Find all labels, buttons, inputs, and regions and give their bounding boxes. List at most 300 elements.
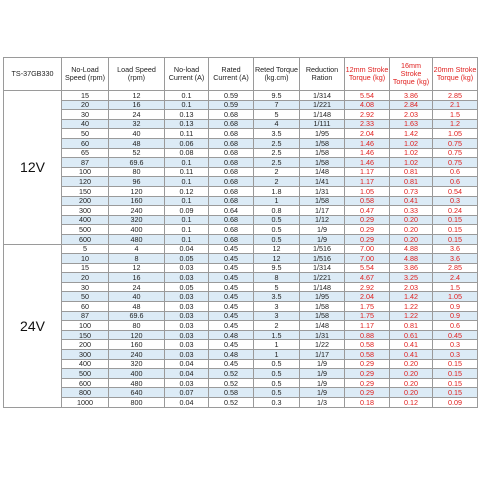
table-row [4,350,478,360]
load-speed-header: Load Speed (rpm) [109,58,165,91]
table-cell: 200 [62,196,109,206]
table-cell: 0.52 [209,378,254,388]
table-cell: 150 [62,186,109,196]
table-cell: 0.68 [209,110,254,120]
table-cell: 1/9 [300,359,345,369]
table-cell: 0.9 [433,302,478,312]
table-cell: 120 [62,177,109,187]
table-cell: 2.04 [345,129,390,139]
table-cell: 0.15 [433,234,478,244]
table-cell: 400 [62,359,109,369]
table-row [4,110,478,120]
table-row [4,100,478,110]
table-cell: 12 [254,254,300,264]
table-cell: 0.04 [165,244,209,254]
table-cell: 5 [62,244,109,254]
table-cell: 0.06 [165,138,209,148]
table-row [4,330,478,340]
table-cell: 800 [109,398,165,408]
table-cell: 1/111 [300,119,345,129]
table-cell: 0.58 [345,350,390,360]
table-cell: 0.81 [390,321,433,331]
table-cell: 0.64 [209,206,254,216]
table-cell: 2.03 [390,282,433,292]
table-cell: 400 [109,369,165,379]
table-cell: 0.05 [165,254,209,264]
table-cell: 24 [109,282,165,292]
table-cell: 0.45 [209,244,254,254]
table-cell: 1.05 [433,292,478,302]
table-row [4,340,478,350]
table-cell: 9.5 [254,91,300,101]
stroke-16mm-header: 16mm Stroke Torque (kg) [390,58,433,91]
table-row [4,158,478,168]
table-row [4,311,478,321]
table-cell: 0.3 [254,398,300,408]
table-cell: 0.68 [209,158,254,168]
table-row [4,177,478,187]
table-cell: 1.5 [254,330,300,340]
no-load-current-header: No-load Current (A) [165,58,209,91]
table-cell: 5 [254,282,300,292]
table-cell: 0.1 [165,196,209,206]
table-cell: 87 [62,158,109,168]
table-row [4,282,478,292]
table-cell: 5.54 [345,263,390,273]
table-cell: 0.29 [345,215,390,225]
no-load-speed-header: No-Load Speed (rpm) [62,58,109,91]
table-cell: 0.20 [390,234,433,244]
table-cell: 0.58 [345,196,390,206]
table-row [4,321,478,331]
table-row [4,119,478,129]
table-cell: 8 [109,254,165,264]
table-cell: 0.03 [165,273,209,283]
table-cell: 50 [62,292,109,302]
table-row [4,167,478,177]
table-cell: 3.5 [254,129,300,139]
table-row [4,292,478,302]
table-row [4,148,478,158]
table-cell: 60 [62,302,109,312]
table-cell: 0.45 [209,311,254,321]
table-row [4,369,478,379]
table-cell: 0.81 [390,177,433,187]
table-cell: 3.86 [390,91,433,101]
table-cell: 4.08 [345,100,390,110]
model-name-header: TS-37GB330 [4,58,62,91]
table-cell: 16 [109,273,165,283]
table-cell: 0.3 [433,196,478,206]
table-cell: 240 [109,350,165,360]
table-cell: 1/48 [300,321,345,331]
table-cell: 15 [62,91,109,101]
table-cell: 1/516 [300,254,345,264]
table-cell: 400 [109,225,165,235]
table-cell: 0.13 [165,110,209,120]
table-cell: 3 [254,311,300,321]
table-cell: 0.68 [209,167,254,177]
table-cell: 0.03 [165,302,209,312]
table-cell: 0.41 [390,196,433,206]
table-cell: 0.18 [345,398,390,408]
table-cell: 0.59 [209,100,254,110]
table-cell: 12 [109,91,165,101]
table-cell: 0.11 [165,167,209,177]
table-cell: 0.09 [433,398,478,408]
table-cell: 0.3 [433,340,478,350]
table-cell: 0.29 [345,369,390,379]
table-cell: 1 [254,340,300,350]
table-cell: 1.22 [390,302,433,312]
table-cell: 300 [62,206,109,216]
table-cell: 100 [62,321,109,331]
table-cell: 0.48 [209,330,254,340]
table-cell: 0.29 [345,388,390,398]
table-cell: 2.84 [390,100,433,110]
table-cell: 0.6 [433,177,478,187]
table-cell: 0.8 [254,206,300,216]
table-cell: 4 [109,244,165,254]
table-row [4,234,478,244]
table-cell: 4.67 [345,273,390,283]
table-cell: 7.00 [345,254,390,264]
table-cell: 1.42 [390,129,433,139]
table-row [4,129,478,139]
table-cell: 0.5 [254,225,300,235]
table-cell: 4.88 [390,244,433,254]
table-cell: 0.9 [433,311,478,321]
table-cell: 1.46 [345,158,390,168]
table-cell: 50 [62,129,109,139]
table-cell: 1/221 [300,273,345,283]
table-cell: 2.33 [345,119,390,129]
header-row [4,58,478,91]
table-cell: 1.8 [254,186,300,196]
table-cell: 1/58 [300,311,345,321]
rated-current-header: Rated Current (A) [209,58,254,91]
table-cell: 0.11 [165,129,209,139]
table-cell: 0.08 [165,148,209,158]
table-cell: 1/12 [300,215,345,225]
table-cell: 0.12 [390,398,433,408]
table-cell: 20 [62,273,109,283]
table-cell: 9.5 [254,263,300,273]
table-row [4,91,478,101]
table-cell: 2.03 [390,110,433,120]
table-cell: 0.5 [254,215,300,225]
table-cell: 0.68 [209,196,254,206]
table-cell: 0.24 [433,206,478,216]
table-cell: 200 [62,340,109,350]
table-cell: 240 [109,206,165,216]
table-cell: 0.29 [345,359,390,369]
table-cell: 150 [62,330,109,340]
table-cell: 1.02 [390,138,433,148]
table-cell: 0.07 [165,388,209,398]
table-cell: 0.6 [433,321,478,331]
table-cell: 0.68 [209,215,254,225]
table-cell: 1/516 [300,244,345,254]
table-cell: 1/95 [300,129,345,139]
table-row [4,273,478,283]
table-cell: 3.6 [433,254,478,264]
table-cell: 0.5 [254,388,300,398]
table-cell: 1/31 [300,186,345,196]
table-cell: 0.04 [165,398,209,408]
table-cell: 0.03 [165,321,209,331]
table-cell: 0.81 [390,167,433,177]
table-cell: 1/58 [300,302,345,312]
table-cell: 3 [254,302,300,312]
table-cell: 600 [62,378,109,388]
table-cell: 0.1 [165,158,209,168]
rated-torque-header: Reted Torque (kg.cm) [254,58,300,91]
table-cell: 1.5 [433,282,478,292]
table-cell: 1/17 [300,350,345,360]
table-cell: 2.4 [433,273,478,283]
table-cell: 0.29 [345,378,390,388]
reduction-ratio-header: Reduction Ration [300,58,345,91]
table-cell: 0.68 [209,186,254,196]
table-cell: 500 [62,225,109,235]
table-cell: 0.04 [165,359,209,369]
table-cell: 1/9 [300,388,345,398]
table-cell: 0.1 [165,215,209,225]
table-cell: 0.45 [209,263,254,273]
table-cell: 1.02 [390,148,433,158]
table-cell: 2.5 [254,138,300,148]
table-cell: 0.33 [390,206,433,216]
table-cell: 1.75 [345,311,390,321]
table-cell: 0.20 [390,215,433,225]
table-cell: 0.75 [433,138,478,148]
table-cell: 3.25 [390,273,433,283]
table-row [4,359,478,369]
table-cell: 100 [62,167,109,177]
table-cell: 0.73 [390,186,433,196]
table-cell: 0.45 [209,302,254,312]
table-cell: 0.75 [433,158,478,168]
table-cell: 0.68 [209,138,254,148]
table-cell: 87 [62,311,109,321]
table-cell: 1.46 [345,148,390,158]
table-cell: 1/22 [300,340,345,350]
table-cell: 30 [62,110,109,120]
table-cell: 120 [109,186,165,196]
table-cell: 12 [109,263,165,273]
table-cell: 0.20 [390,378,433,388]
table-cell: 0.20 [390,225,433,235]
table-cell: 800 [62,388,109,398]
table-cell: 1.05 [345,186,390,196]
table-cell: 40 [109,129,165,139]
table-cell: 0.09 [165,206,209,216]
table-cell: 0.03 [165,330,209,340]
table-cell: 0.1 [165,234,209,244]
table-cell: 120 [109,330,165,340]
table-cell: 1/148 [300,110,345,120]
table-cell: 2.04 [345,292,390,302]
table-cell: 600 [62,234,109,244]
table-cell: 0.1 [165,100,209,110]
table-cell: 0.58 [209,388,254,398]
table-cell: 2.5 [254,148,300,158]
table-row [4,254,478,264]
table-cell: 1/148 [300,282,345,292]
table-cell: 48 [109,138,165,148]
table-row [4,138,478,148]
table-cell: 1.42 [390,292,433,302]
table-cell: 480 [109,378,165,388]
table-cell: 2.5 [254,158,300,168]
table-cell: 0.54 [433,186,478,196]
table-row [4,186,478,196]
table-cell: 0.3 [433,350,478,360]
table-cell: 0.5 [254,369,300,379]
table-cell: 2.85 [433,263,478,273]
table-cell: 1/58 [300,148,345,158]
table-cell: 2.92 [345,282,390,292]
table-cell: 0.61 [390,330,433,340]
table-cell: 0.45 [209,292,254,302]
table-cell: 160 [109,196,165,206]
voltage-label: 24V [4,244,62,407]
table-cell: 1.05 [433,129,478,139]
table-cell: 3.86 [390,263,433,273]
table-cell: 1/58 [300,196,345,206]
table-cell: 69.6 [109,158,165,168]
table-cell: 0.88 [345,330,390,340]
table-cell: 0.41 [390,350,433,360]
table-cell: 65 [62,148,109,158]
table-cell: 1/314 [300,263,345,273]
table-cell: 0.20 [390,388,433,398]
table-cell: 0.45 [209,273,254,283]
table-cell: 0.05 [165,282,209,292]
table-cell: 0.41 [390,340,433,350]
table-cell: 320 [109,359,165,369]
table-cell: 12 [254,244,300,254]
table-cell: 500 [62,369,109,379]
table-cell: 0.03 [165,340,209,350]
table-cell: 2.92 [345,110,390,120]
table-cell: 0.29 [345,225,390,235]
table-cell: 0.03 [165,292,209,302]
motor-spec-table [3,57,478,408]
table-cell: 1/58 [300,138,345,148]
table-row [4,398,478,408]
table-cell: 96 [109,177,165,187]
table-cell: 0.15 [433,388,478,398]
table-cell: 80 [109,321,165,331]
table-cell: 0.48 [209,350,254,360]
table-cell: 0.68 [209,225,254,235]
table-cell: 0.04 [165,369,209,379]
table-cell: 0.15 [433,215,478,225]
table-cell: 640 [109,388,165,398]
table-cell: 4 [254,119,300,129]
table-cell: 5 [254,110,300,120]
table-cell: 40 [109,292,165,302]
table-row [4,196,478,206]
table-cell: 0.68 [209,119,254,129]
table-cell: 1.22 [390,311,433,321]
table-row [4,206,478,216]
table-cell: 3.6 [433,244,478,254]
table-cell: 80 [109,167,165,177]
table-cell: 0.45 [209,321,254,331]
table-cell: 2.85 [433,91,478,101]
table-cell: 0.20 [390,369,433,379]
table-cell: 480 [109,234,165,244]
table-cell: 40 [62,119,109,129]
table-cell: 24 [109,110,165,120]
table-cell: 0.5 [254,378,300,388]
table-cell: 320 [109,215,165,225]
table-cell: 160 [109,340,165,350]
table-cell: 0.68 [209,148,254,158]
table-cell: 15 [62,263,109,273]
table-row [4,378,478,388]
table-cell: 7.00 [345,244,390,254]
table-cell: 32 [109,119,165,129]
table-cell: 0.03 [165,263,209,273]
table-cell: 1/17 [300,206,345,216]
table-cell: 0.5 [254,359,300,369]
table-cell: 1/9 [300,378,345,388]
table-cell: 0.1 [165,225,209,235]
table-cell: 1 [254,350,300,360]
table-cell: 0.58 [345,340,390,350]
table-cell: 4.88 [390,254,433,264]
table-cell: 16 [109,100,165,110]
table-cell: 0.45 [433,330,478,340]
table-cell: 0.12 [165,186,209,196]
table-cell: 0.45 [209,359,254,369]
table-cell: 0.15 [433,225,478,235]
table-row [4,225,478,235]
table-cell: 1000 [62,398,109,408]
table-cell: 0.45 [209,282,254,292]
table-row [4,215,478,225]
table-cell: 0.29 [345,234,390,244]
table-cell: 60 [62,138,109,148]
table-cell: 10 [62,254,109,264]
table-cell: 7 [254,100,300,110]
table-cell: 0.68 [209,177,254,187]
table-cell: 30 [62,282,109,292]
table-cell: 48 [109,302,165,312]
table-cell: 0.03 [165,311,209,321]
table-cell: 400 [62,215,109,225]
table-row [4,388,478,398]
table-cell: 1/9 [300,225,345,235]
table-cell: 1 [254,196,300,206]
voltage-label: 12V [4,91,62,245]
table-cell: 0.59 [209,91,254,101]
table-cell: 0.15 [433,359,478,369]
stroke-20mm-header: 20mm Stroke Torque (kg) [433,58,478,91]
table-row [4,263,478,273]
table-cell: 1.17 [345,321,390,331]
table-cell: 1.2 [433,119,478,129]
table-cell: 0.5 [254,234,300,244]
stroke-12mm-header: 12mm Stroke Torque (kg) [345,58,390,91]
table-cell: 2 [254,167,300,177]
table-cell: 0.15 [433,378,478,388]
table-cell: 0.03 [165,378,209,388]
